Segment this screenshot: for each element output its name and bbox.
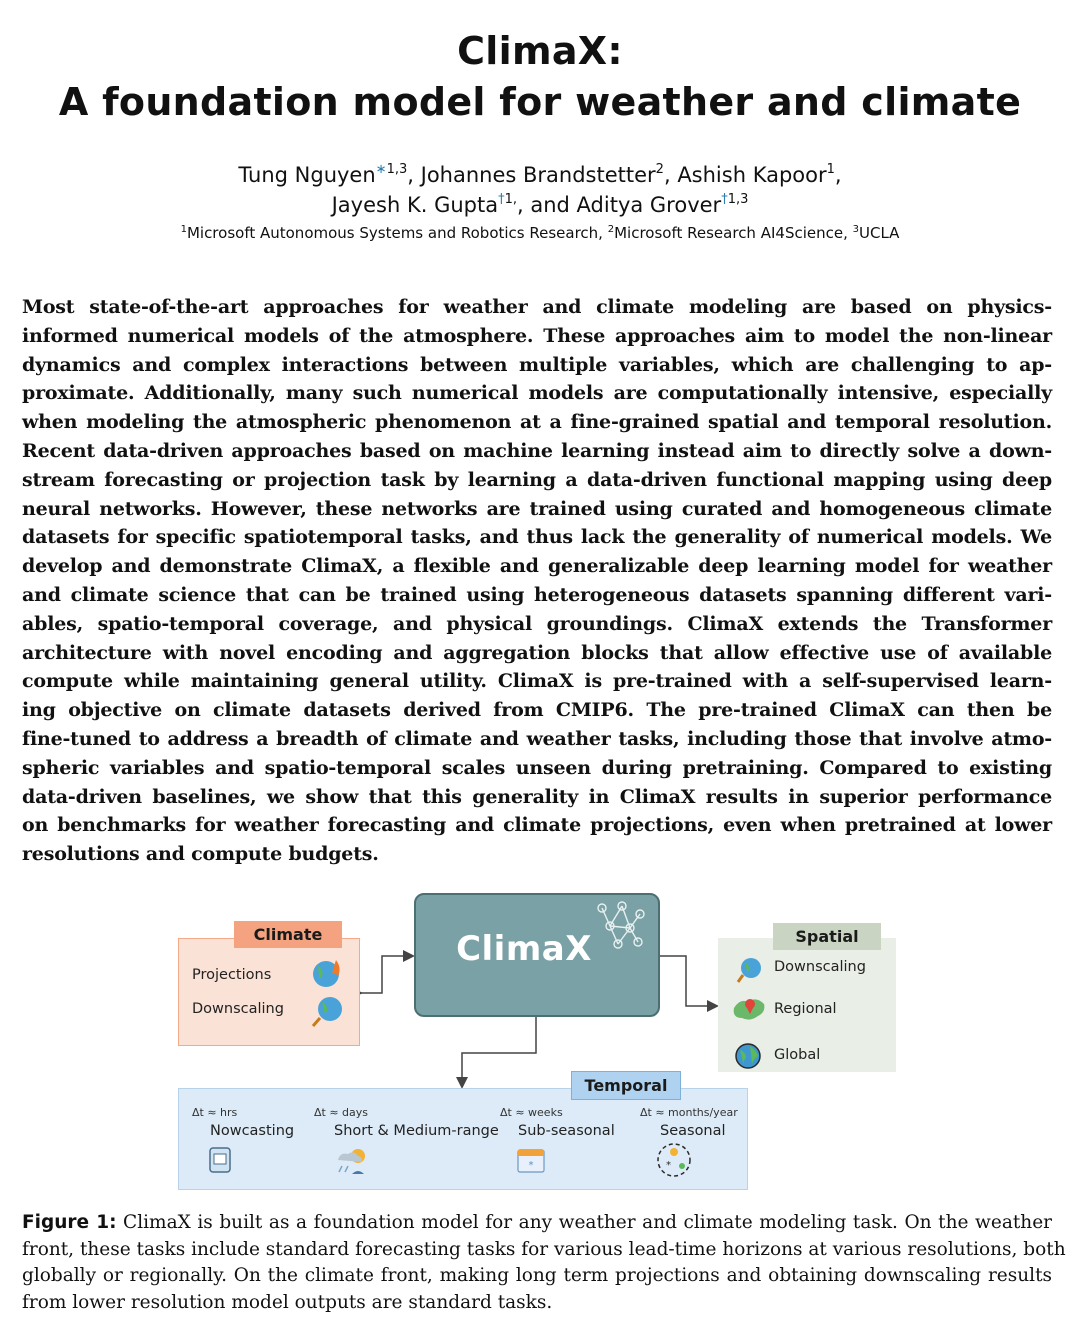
abstract-line: on benchmarks for weather forecasting and climate projections, even when pretrained at lower (22, 814, 1052, 837)
caption-label: Figure 1: (22, 1212, 117, 1233)
affiliations (0, 223, 1080, 243)
author-list (0, 160, 1080, 220)
figure-caption (22, 1210, 1066, 1316)
caption-line: globally or regionally. On the climate front, making long term projections and obtaining downscaling results (22, 1265, 1052, 1286)
affil-sup: 1 (180, 224, 187, 235)
caption-line: from lower resolution model outputs are standard tasks. (22, 1291, 553, 1313)
abstract-line: resolutions and compute budgets. (22, 843, 379, 866)
abstract-line: Most state-of-the-art approaches for weather and climate modeling are based on physics- (22, 296, 1052, 318)
caption-line (22, 1210, 1052, 1237)
temporal-dt-days: Δt ≈ days (314, 1106, 369, 1119)
author-mark: † (498, 192, 505, 207)
figure-1-diagram (170, 890, 910, 1195)
author-affil-sup: 1,3 (727, 192, 749, 207)
author-line-2 (0, 190, 1080, 220)
author-affil-sup: 2 (655, 162, 664, 177)
affil-text: Microsoft Autonomous Systems and Robotics Research, (186, 224, 608, 242)
author-line-1 (0, 160, 1080, 190)
globe-icon (734, 1042, 762, 1070)
abstract-line: and climate science that can be trained using heterogeneous datasets spanning different vari- (22, 583, 1052, 606)
author-sep: , (663, 163, 678, 187)
affil-sup: 2 (607, 224, 615, 235)
abstract-line: informed numerical models of the atmosphere. These approaches aim to model the non-linear (22, 324, 1052, 347)
temporal-item-nowcasting: Nowcasting (210, 1123, 295, 1139)
globe-magnifier-icon (736, 956, 764, 984)
title-line-2: A foundation model for weather and climate (58, 80, 1022, 124)
calendar-snow-icon (516, 1146, 546, 1174)
author-name: Johannes Brandstetter (420, 163, 656, 187)
abstract-line: stream forecasting or projection task by learning a data-driven functional mapping using deep (22, 468, 1052, 491)
abstract-line: architecture with novel encoding and aggregation blocks that allow effective use of available (22, 641, 1052, 664)
climate-item-projections: Projections (192, 967, 272, 983)
author-name: Tung Nguyen (238, 163, 376, 187)
globe-fire-icon (310, 956, 346, 992)
caption-line: front, these tasks include standard forecasting tasks for various lead-time horizons at various resolutions, both (22, 1238, 1066, 1260)
abstract-line: dynamics and complex interactions between multiple variables, which are challenging to ap- (22, 353, 1052, 376)
seasons-icon (656, 1142, 692, 1178)
abstract-line: neural networks. However, these networks are trained using curated and homogeneous climate (22, 497, 1052, 520)
sun-rain-icon (334, 1144, 372, 1176)
author-sep: , (834, 163, 842, 187)
author-sep: , and (517, 193, 577, 217)
paper-title (0, 26, 1080, 128)
abstract-line: ables, spatio-temporal coverage, and physical groundings. ClimaX extends the Transformer (22, 612, 1052, 635)
abstract-line: proximate. Additionally, many such numerical models are computationally intensive, especially (22, 382, 1052, 405)
caption-text: ClimaX is built as a foundation model for any weather and climate modeling task. On the weather (116, 1212, 1052, 1233)
author-affil-sup: 1,3 (386, 162, 408, 177)
globe-magnifier-icon (310, 994, 346, 1030)
climate-tag: Climate (234, 921, 342, 948)
author-affil-sup: 1 (826, 162, 835, 177)
neural-network-icon (594, 900, 650, 952)
svg-text:*: * (528, 1160, 534, 1171)
spatial-item-downscaling: Downscaling (774, 959, 866, 975)
svg-text:*: * (666, 1160, 671, 1171)
phone-calendar-icon (208, 1146, 234, 1174)
affil-text: Microsoft Research AI4Science, (614, 224, 853, 242)
affil-text: UCLA (859, 224, 900, 242)
author-affil-sup: 1, (504, 192, 517, 207)
temporal-dt-months: Δt ≈ months/year (640, 1106, 738, 1119)
abstract-line: data-driven baselines, we show that this generality in ClimaX results in superior performance (22, 785, 1052, 808)
abstract-line: datasets for specific spatiotemporal tasks, and thus lack the generality of numerical models. We (22, 526, 1052, 549)
abstract-line: Recent data-driven approaches based on machine learning instead aim to directly solve a down- (22, 439, 1052, 462)
abstract-line: fine-tuned to address a breadth of climate and weather tasks, including those that involve atmo- (22, 727, 1052, 750)
abstract-line: ing objective on climate datasets derived from CMIP6. The pre-trained ClimaX can then be (22, 699, 1052, 722)
climate-item-downscaling: Downscaling (192, 1001, 284, 1017)
abstract-line: compute while maintaining general utility. ClimaX is pre-trained with a self-supervised learn- (22, 670, 1052, 693)
author-mark: † (721, 192, 728, 207)
abstract-line: develop and demonstrate ClimaX, a flexible and generalizable deep learning model for weather (22, 555, 1052, 578)
author-sep: , (407, 163, 421, 187)
spatial-tag: Spatial (773, 923, 881, 950)
temporal-item-seasonal: Seasonal (660, 1123, 726, 1139)
spatial-item-regional: Regional (774, 1001, 837, 1017)
abstract-line: spheric variables and spatio-temporal scales unseen during pretraining. Compared to existing (22, 756, 1052, 779)
abstract-line: when modeling the atmospheric phenomenon at a fine-grained spatial and temporal resolution. (22, 411, 1052, 434)
temporal-dt-hrs: Δt ≈ hrs (192, 1106, 238, 1119)
author-mark: ∗ (375, 162, 387, 177)
temporal-item-short-medium: Short & Medium-range (334, 1123, 499, 1139)
title-line-1: ClimaX: (457, 29, 623, 73)
temporal-dt-weeks: Δt ≈ weeks (500, 1106, 563, 1119)
spatial-item-global: Global (774, 1047, 821, 1063)
author-name: Ashish Kapoor (677, 163, 827, 187)
temporal-tag: Temporal (571, 1071, 681, 1100)
abstract (22, 293, 1052, 869)
author-name: Jayesh K. Gupta (331, 193, 499, 217)
affil-sup: 3 (852, 224, 859, 235)
temporal-item-sub-seasonal: Sub-seasonal (518, 1123, 615, 1139)
map-pin-icon (732, 994, 768, 1024)
author-name: Aditya Grover (576, 193, 722, 217)
climax-label: ClimaX (456, 929, 592, 969)
